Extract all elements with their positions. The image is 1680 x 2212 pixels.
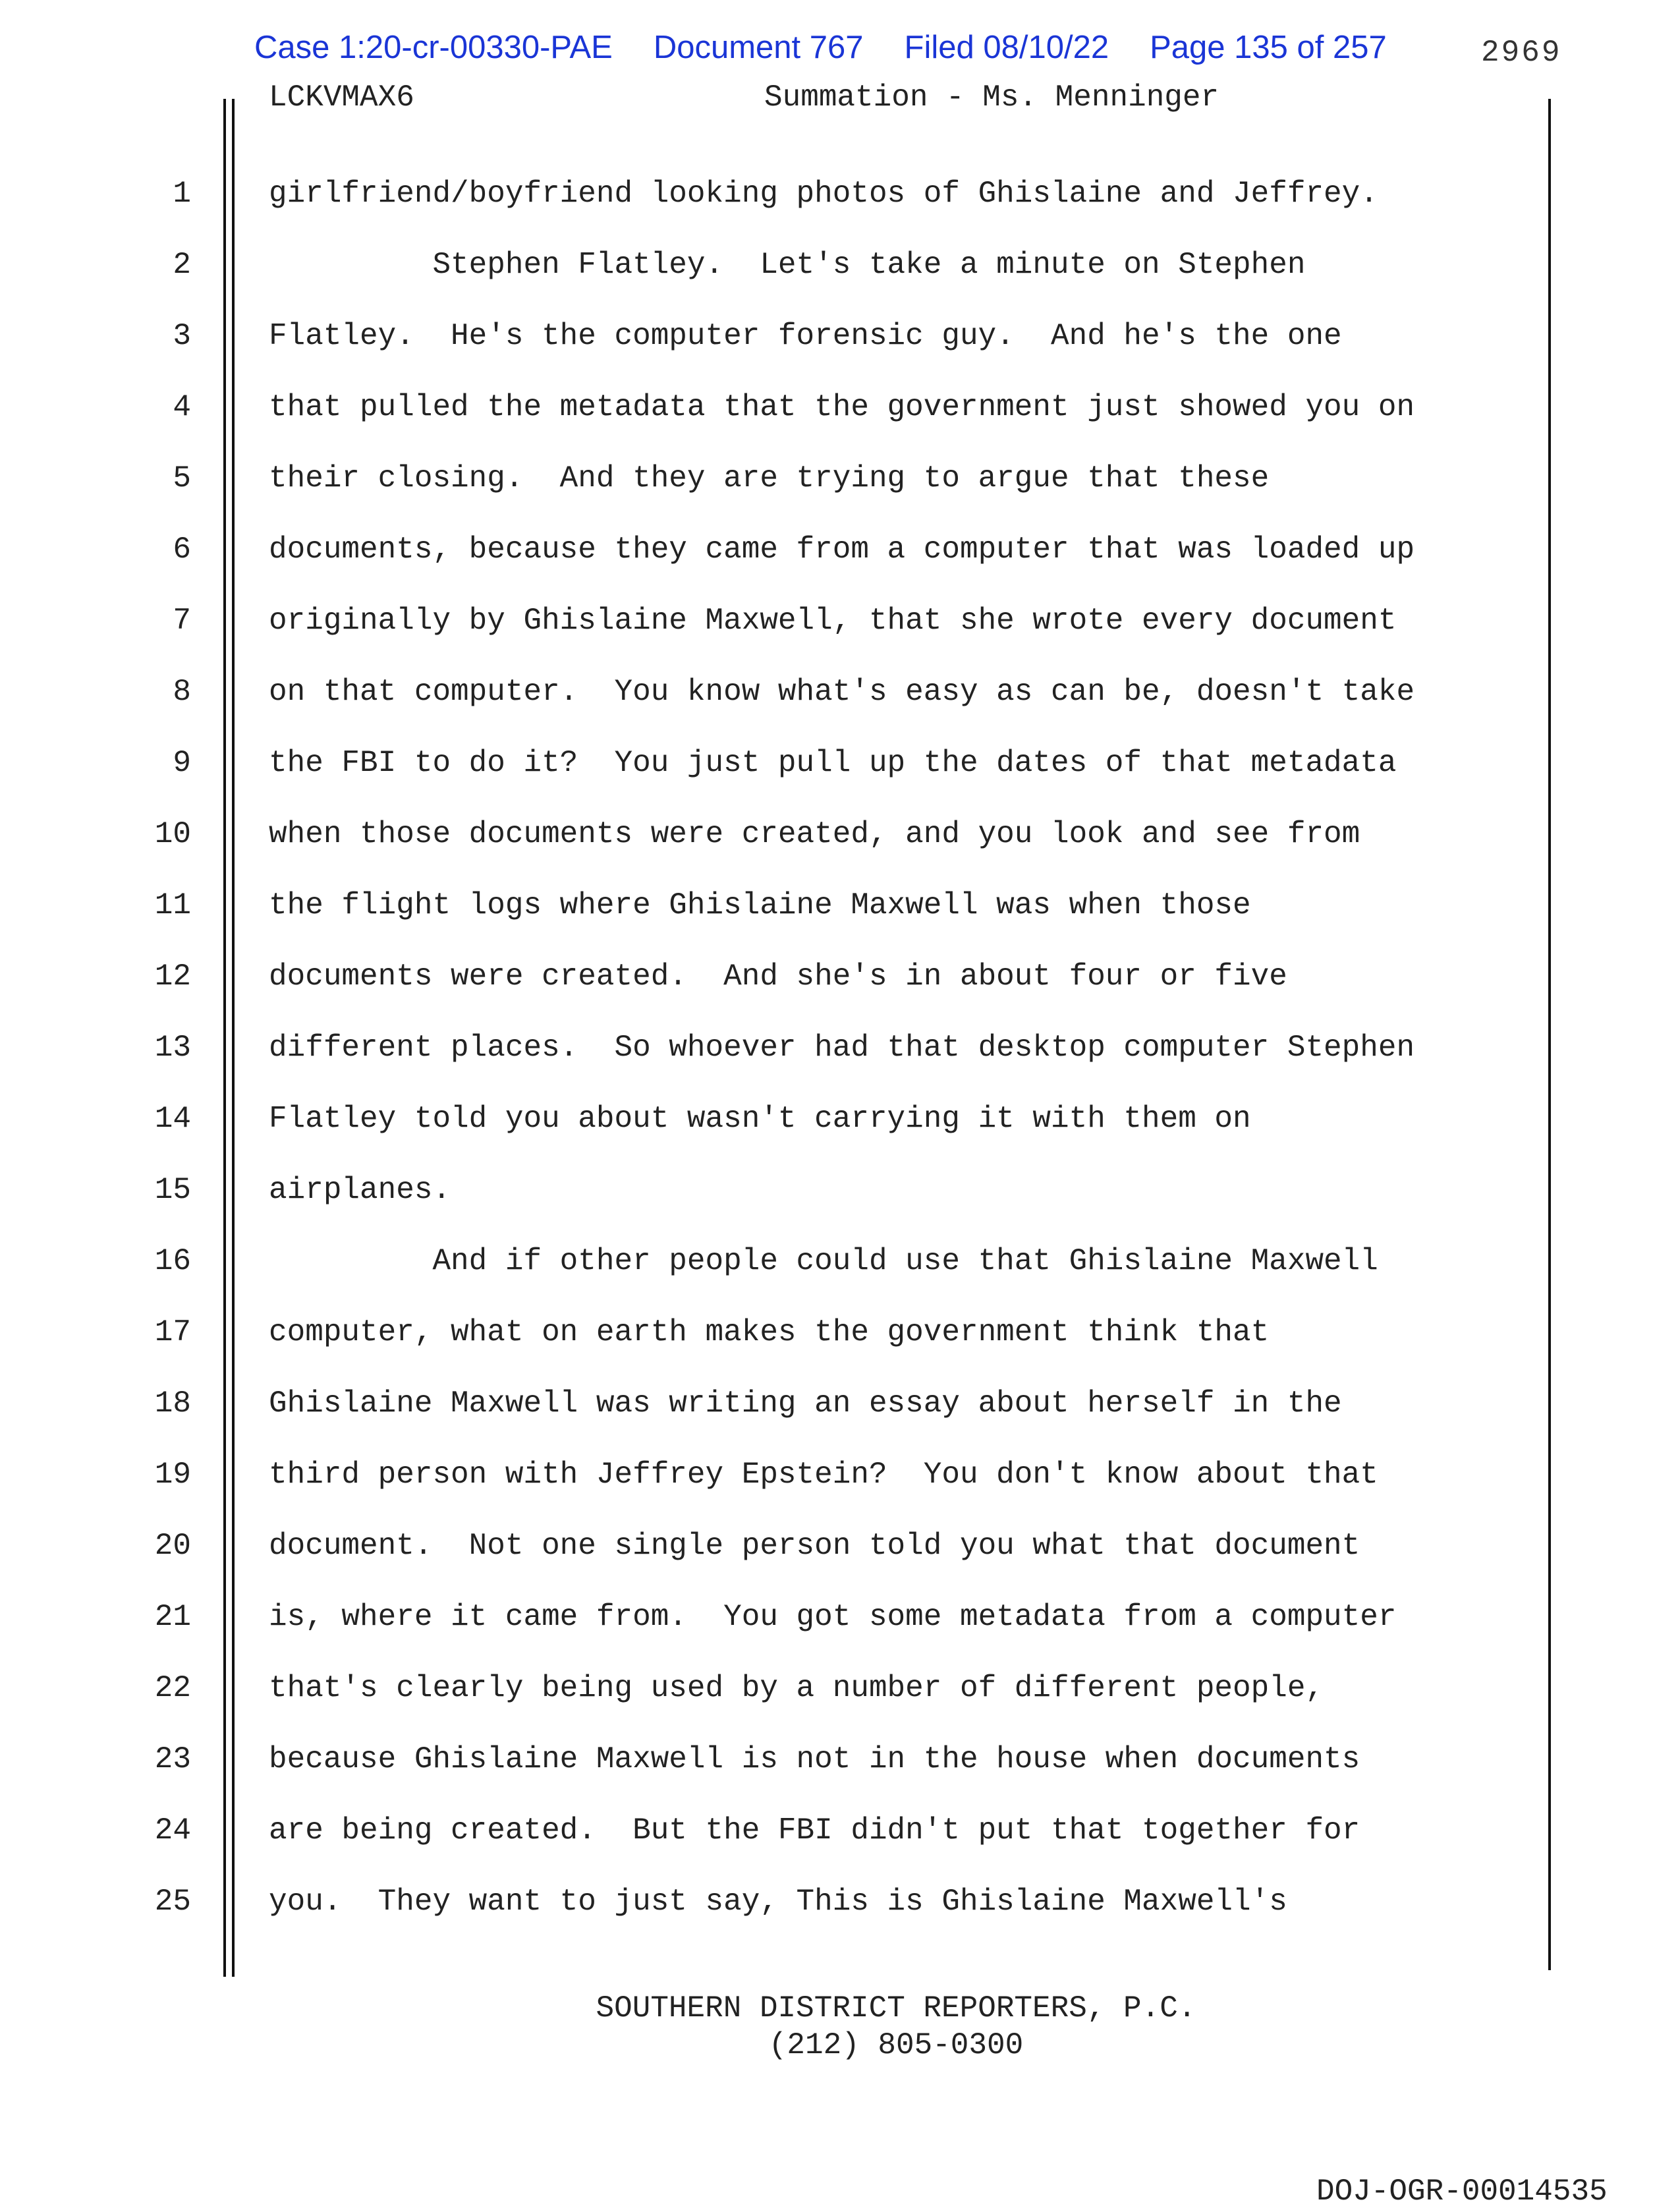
- transcript-line: third person with Jeffrey Epstein? You don't know about that: [269, 1458, 1378, 1492]
- transcript-line: you. They want to just say, This is Ghislaine Maxwell's: [269, 1885, 1287, 1919]
- line-number: 23: [154, 1742, 191, 1776]
- line-number: 13: [154, 1031, 191, 1065]
- transcript-line: their closing. And they are trying to argue that these: [269, 461, 1270, 496]
- reporter-name: SOUTHERN DISTRICT REPORTERS, P.C.: [596, 1991, 1196, 2026]
- line-number: 16: [154, 1244, 191, 1278]
- line-number: 1: [173, 177, 191, 211]
- transcript-line: different places. So whoever had that desktop computer Stephen: [269, 1031, 1415, 1065]
- line-number: 8: [173, 675, 191, 709]
- line-number: 20: [154, 1529, 191, 1563]
- header-title: Summation - Ms. Menninger: [764, 80, 1219, 115]
- line-number: 19: [154, 1458, 191, 1492]
- line-number: 14: [154, 1102, 191, 1136]
- right-margin-rule: [1548, 99, 1551, 1970]
- transcript-line: computer, what on earth makes the government think that: [269, 1315, 1270, 1349]
- line-number: 6: [173, 532, 191, 567]
- transcript-line: the flight logs where Ghislaine Maxwell was when those: [269, 888, 1251, 922]
- transcript-line: that pulled the metadata that the government just showed you on: [269, 390, 1415, 424]
- transcript-line: documents were created. And she's in about four or five: [269, 959, 1287, 994]
- line-number: 11: [154, 888, 191, 922]
- transcript-line: originally by Ghislaine Maxwell, that she wrote every document: [269, 604, 1397, 638]
- transcript-line: document. Not one single person told you what that document: [269, 1529, 1360, 1563]
- line-number: 5: [173, 461, 191, 496]
- transcript-line: on that computer. You know what's easy as can be, doesn't take: [269, 675, 1415, 709]
- line-number: 9: [173, 746, 191, 780]
- line-number: 12: [154, 959, 191, 994]
- header-code: LCKVMAX6: [269, 80, 414, 115]
- line-number: 18: [154, 1386, 191, 1421]
- transcript-line: when those documents were created, and you look and see from: [269, 817, 1360, 851]
- line-number: 2: [173, 248, 191, 282]
- line-number: 17: [154, 1315, 191, 1349]
- transcript-page-number: 2969: [1481, 36, 1562, 70]
- case-number: Case 1:20-cr-00330-PAE: [254, 30, 613, 65]
- left-margin-rule-inner: [232, 99, 235, 1977]
- left-margin-rule-outer: [223, 99, 226, 1977]
- filed-date: Filed 08/10/22: [904, 30, 1109, 65]
- transcript-line: And if other people could use that Ghislaine Maxwell: [269, 1244, 1378, 1278]
- line-number: 15: [154, 1173, 191, 1207]
- transcript-line: documents, because they came from a computer that was loaded up: [269, 532, 1415, 567]
- transcript-line: because Ghislaine Maxwell is not in the house when documents: [269, 1742, 1360, 1776]
- line-number: 21: [154, 1600, 191, 1634]
- reporter-phone: (212) 805-0300: [768, 2028, 1024, 2062]
- transcript-line: that's clearly being used by a number of different people,: [269, 1671, 1324, 1705]
- line-number: 3: [173, 319, 191, 353]
- document-number: Document 767: [653, 30, 864, 65]
- transcript-line: Stephen Flatley. Let's take a minute on Stephen: [269, 248, 1306, 282]
- transcript-line: Flatley. He's the computer forensic guy. And he's the one: [269, 319, 1342, 353]
- line-number: 7: [173, 604, 191, 638]
- transcript-line: girlfriend/boyfriend looking photos of Ghislaine and Jeffrey.: [269, 177, 1378, 211]
- transcript-line: Ghislaine Maxwell was writing an essay about herself in the: [269, 1386, 1342, 1421]
- bates-number: DOJ-OGR-00014535: [1316, 2174, 1608, 2209]
- transcript-line: Flatley told you about wasn't carrying it with them on: [269, 1102, 1251, 1136]
- transcript-line: are being created. But the FBI didn't put that together for: [269, 1813, 1360, 1848]
- transcript-line: airplanes.: [269, 1173, 451, 1207]
- reporter-footer: [0, 1990, 1680, 2064]
- line-number: 4: [173, 390, 191, 424]
- stamp-page: Page 135 of 257: [1150, 30, 1387, 65]
- case-stamp: [254, 29, 1387, 66]
- line-number: 25: [154, 1885, 191, 1919]
- transcript-line: is, where it came from. You got some metadata from a computer: [269, 1600, 1397, 1634]
- line-number: 24: [154, 1813, 191, 1848]
- line-number: 22: [154, 1671, 191, 1705]
- line-number: 10: [154, 817, 191, 851]
- transcript-line: the FBI to do it? You just pull up the dates of that metadata: [269, 746, 1397, 780]
